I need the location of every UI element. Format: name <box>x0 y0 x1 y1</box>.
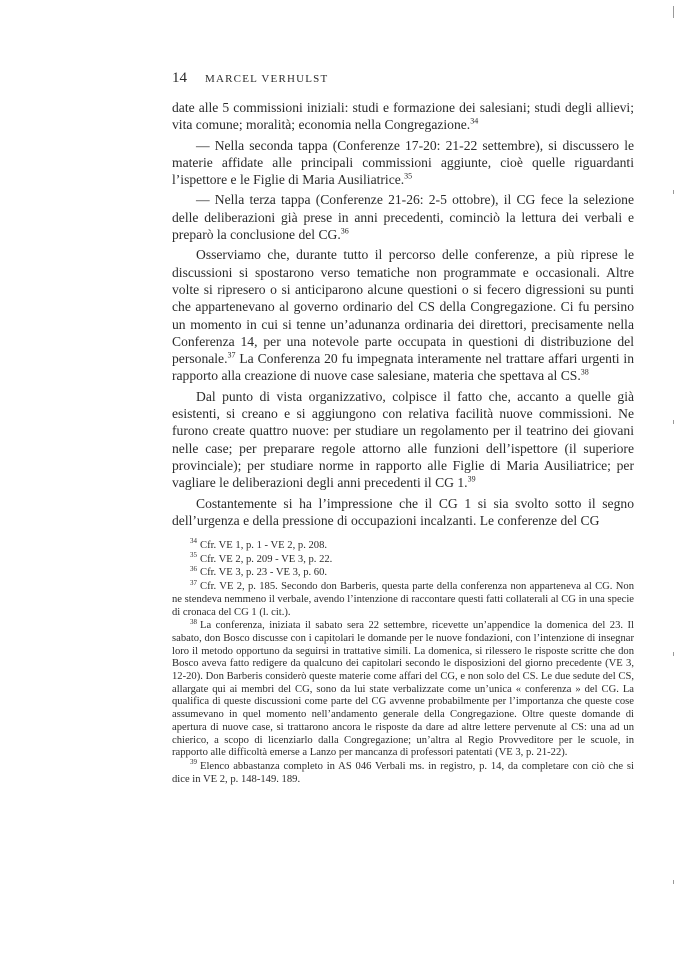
paragraph-text: — Nella seconda tappa (Conferenze 17-20: 21-22 settembre), si discussero le materie affidate alle principali commissioni aggiunte, cioè quelle riguardanti l’ispettore e le Figlie di Maria Ausiliatrice. <box>172 137 634 188</box>
footnote <box>172 564 634 580</box>
main-text <box>172 99 634 532</box>
footnote <box>172 537 634 553</box>
margin-tick <box>673 880 674 884</box>
footnote <box>172 758 634 786</box>
footnote-ref: 36 <box>340 226 349 236</box>
paragraph-2 <box>172 137 634 189</box>
paragraph-text: Costantemente si ha l’impressione che il CG 1 si sia svolto sotto il segno dell’urgenza e della pressione di occupazioni incalzanti. Le conferenze del CG <box>172 495 634 528</box>
footnote-ref: 38 <box>580 367 589 377</box>
footnotes <box>172 537 634 787</box>
footnote-ref: 39 <box>467 474 476 484</box>
page-number: 14 <box>172 70 187 86</box>
paragraph-6 <box>172 495 634 530</box>
footnote-text: Cfr. VE 3, p. 23 - VE 3, p. 60. <box>200 567 328 579</box>
margin-tick <box>673 652 674 656</box>
footnote-number: 39 <box>190 758 197 767</box>
footnote-ref: 35 <box>404 171 413 181</box>
paragraph-text: — Nella terza tappa (Conferenze 21-26: 2-5 ottobre), il CG fece la selezione delle deliberazioni già prese in anni precedenti, cominciò la lettura dei verbali e preparò la conclusione del CG. <box>172 192 634 243</box>
paragraph-text: Dal punto di vista organizzativo, colpisce il fatto che, accanto a quelle già esistenti, si creano e si aggiungono con relativa facilità nuove commissioni. Ne furono create quattro nuove: per studiare un regolamento per il teatrino dei giovani nelle case; per preparare regole attorno alle funzioni dell’ispettore (il superiore provinciale); per studiare norme in rapporto alle Figlie di Maria Ausiliatrice; per vagliare le deliberazioni degli anni precedenti il CG 1. <box>172 388 634 491</box>
running-head: MARCEL VERHULST <box>205 73 329 85</box>
footnote <box>172 617 634 760</box>
footnote-number: 34 <box>190 537 197 546</box>
footnote-text: Cfr. VE 1, p. 1 - VE 2, p. 208. <box>200 540 328 551</box>
paragraph-5 <box>172 388 634 492</box>
margin-tick <box>673 190 674 194</box>
footnote-number: 35 <box>190 551 197 560</box>
footnote <box>172 578 634 619</box>
footnote-ref: 34 <box>470 116 479 126</box>
paragraph-text: Osserviamo che, durante tutto il percorso delle conferenze, a più riprese le discussioni si spostarono verso tematiche non programmate e occasionali. Altre volte si ripresero o si anticiparono alcune questioni o si fecero digressioni su punti che appartenevano al governo ordinario del CS della Congregazione. Ci fu persino un momento in cui si tenne un’adunanza ordinaria dei direttori, precisamente nella Conferenza 14, per una notevole parte occupata in questioni di distribuzione del personale. <box>172 247 634 367</box>
paragraph-text: La Conferenza 20 fu impegnata interamente nel trattare affari urgenti in rapporto alla creazione di nuove case salesiane, materia che spettava al CS. <box>172 351 634 384</box>
footnote-number: 36 <box>190 564 197 573</box>
paragraph-4 <box>172 246 634 384</box>
footnote-text: Elenco abbastanza completo in AS 046 Verbali ms. in registro, p. 14, da completare con ciò che si dice in VE 2, p. 148-149. 189. <box>172 760 634 785</box>
margin-tick <box>673 420 674 424</box>
footnote-number: 37 <box>190 578 197 587</box>
paragraph-3 <box>172 191 634 243</box>
paragraph-1 <box>172 99 634 134</box>
footnote <box>172 551 634 567</box>
margin-tick <box>673 6 674 18</box>
page-header <box>172 70 328 87</box>
footnote-text: Cfr. VE 2, p. 185. Secondo don Barberis, questa parte della conferenza non apparteneva al CG. Non ne stendeva nemmeno il verbale, avendo l’intenzione di raccontare questi fatti collaterali al CG in una specie di cronaca del CG 1 (l. cit.). <box>172 581 634 618</box>
footnote-ref: 37 <box>227 350 236 360</box>
footnote-text: La conferenza, iniziata il sabato sera 22 settembre, ricevette un’appendice la domenica del 23. Il sabato, don Bosco discusse con i capitolari le domande per le nuove fondazioni, con l’intenzione di insegnar loro il metodo opportuno da seguirsi in trattative simili. La domenica, si rilessero le risposte scritte che don Bosco aveva fatto redigere da qualcuno dei capitolari secondo le disposizioni del giorno precedente (VE 3, 12-20). Don Barberis considerò queste materie come affari del CG, e non solo del CS. Le due sedute del CS, allargate qui ai membri del CG, sono da lui state verbalizzate come un’unica « conferenza » del CG. La qualifica di queste discussioni come parte del CG avvenne probabilmente per l’importanza che queste cose assumevano in quel momento nell’andamento generale della Congregazione. Oltre queste domande di apertura di nuove case, si trattarono ancora le risposte da dare ad altre lettere pervenute al CS: una ad un chierico, a scopo di licenziarlo dalla Congregazione; un’altra al Regio Provveditore per le scuole, in rapporto alle difficoltà emerse a Lanzo per mancanza di professori patentati (VE 3, p. 21-22). <box>172 620 634 759</box>
paragraph-text: date alle 5 commissioni iniziali: studi e formazione dei salesiani; studi degli allievi; vita comune; moralità; economia nella Congregazione. <box>172 100 634 133</box>
footnote-number: 38 <box>190 617 197 626</box>
footnote-text: Cfr. VE 2, p. 209 - VE 3, p. 22. <box>200 553 333 565</box>
